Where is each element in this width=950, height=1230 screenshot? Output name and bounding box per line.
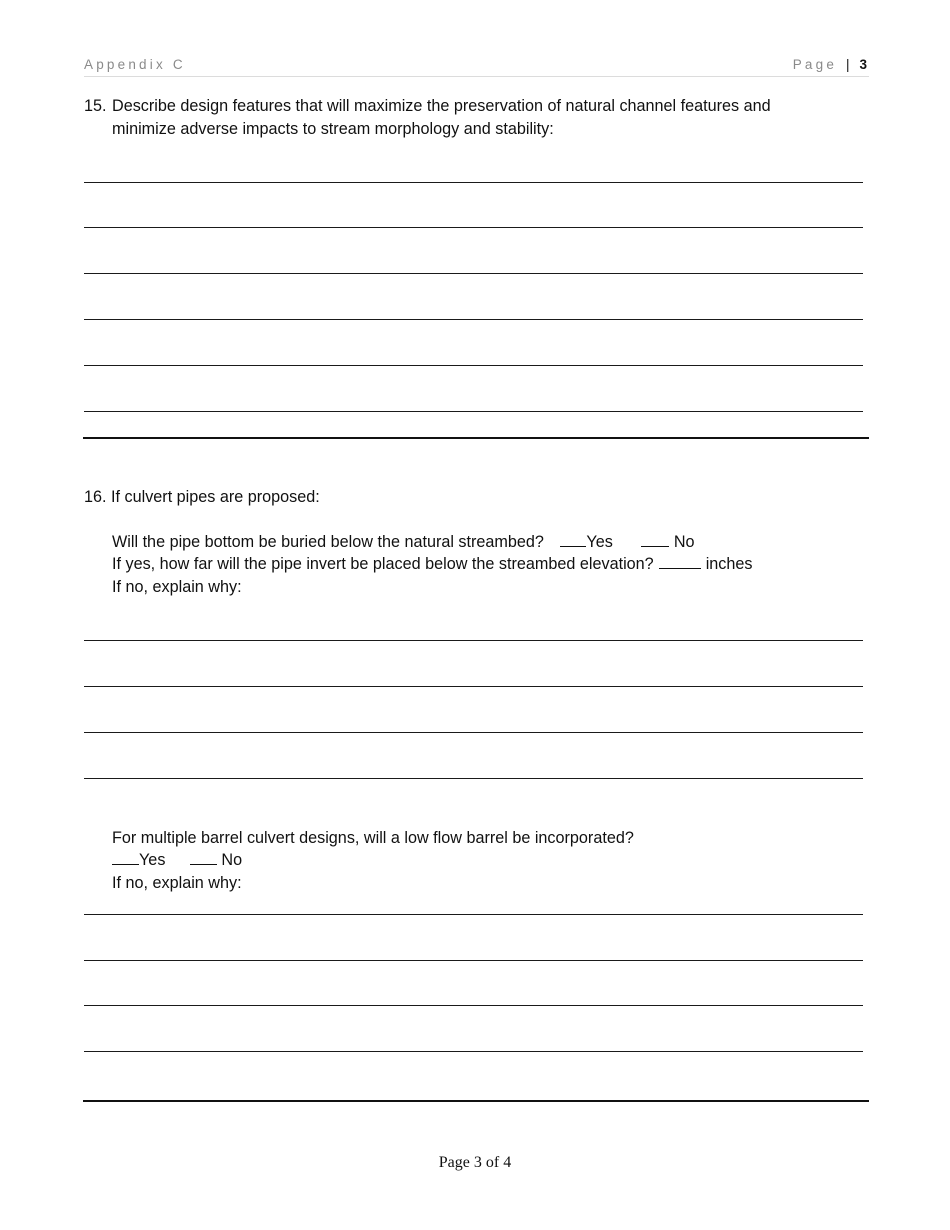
- answer-line-15-5[interactable]: [84, 365, 863, 366]
- answer-line-15-2[interactable]: [84, 227, 863, 228]
- barrel-yes-label: Yes: [139, 851, 166, 869]
- depth-question-row: [112, 553, 753, 576]
- answer-line-16a-1[interactable]: [84, 640, 863, 641]
- answer-line-16a-4[interactable]: [84, 778, 863, 779]
- answer-line-16a-3[interactable]: [84, 732, 863, 733]
- answer-line-15-6[interactable]: [84, 411, 863, 412]
- answer-line-16b-1[interactable]: [84, 914, 863, 915]
- depth-question-text: If yes, how far will the pipe invert be placed below the streambed elevation?: [112, 555, 654, 573]
- header-appendix-label: Appendix C: [84, 57, 186, 72]
- header-page-indicator: [793, 57, 867, 72]
- buried-yes-label: Yes: [586, 533, 613, 551]
- question-16-number: 16.: [84, 488, 107, 506]
- answer-line-15-3[interactable]: [84, 273, 863, 274]
- explain-label-1: If no, explain why:: [112, 578, 242, 596]
- answer-line-16a-2[interactable]: [84, 686, 863, 687]
- header-separator: |: [846, 57, 850, 72]
- barrel-yes-blank[interactable]: [112, 850, 139, 865]
- header-rule: [84, 76, 869, 77]
- barrel-no-blank[interactable]: [190, 850, 217, 865]
- question-15-text-line2: minimize adverse impacts to stream morphology and stability:: [112, 119, 554, 138]
- depth-unit-label: inches: [705, 555, 753, 573]
- depth-inches-blank[interactable]: [659, 554, 701, 569]
- question-15-number: 15.: [84, 97, 107, 115]
- explain-label-2: If no, explain why:: [112, 874, 242, 892]
- answer-line-16b-3[interactable]: [84, 1005, 863, 1006]
- buried-question-row: [112, 531, 695, 554]
- answer-line-15-1[interactable]: [84, 182, 863, 183]
- buried-yes-blank[interactable]: [560, 532, 586, 547]
- barrel-question-text: For multiple barrel culvert designs, will a low flow barrel be incorporated?: [112, 829, 634, 847]
- section-divider-2: [83, 1100, 869, 1102]
- barrel-no-label: No: [221, 851, 243, 869]
- buried-no-blank[interactable]: [641, 532, 669, 547]
- question-15-text-line1: Describe design features that will maximize the preservation of natural channel features and: [112, 97, 771, 115]
- answer-line-16b-2[interactable]: [84, 960, 863, 961]
- footer-page-number: Page 3 of 4: [438, 1154, 512, 1171]
- answer-line-15-4[interactable]: [84, 319, 863, 320]
- answer-line-16b-4[interactable]: [84, 1051, 863, 1052]
- buried-no-label: No: [673, 533, 695, 551]
- section-divider-1: [83, 437, 869, 439]
- header-page-label: Page: [792, 57, 838, 72]
- buried-question-text: Will the pipe bottom be buried below the natural streambed?: [112, 533, 544, 551]
- question-15: [84, 95, 864, 140]
- question-16: [84, 486, 320, 509]
- header-page-number: 3: [859, 57, 867, 72]
- question-16-intro: If culvert pipes are proposed:: [111, 488, 320, 506]
- barrel-answer-row: [112, 849, 242, 872]
